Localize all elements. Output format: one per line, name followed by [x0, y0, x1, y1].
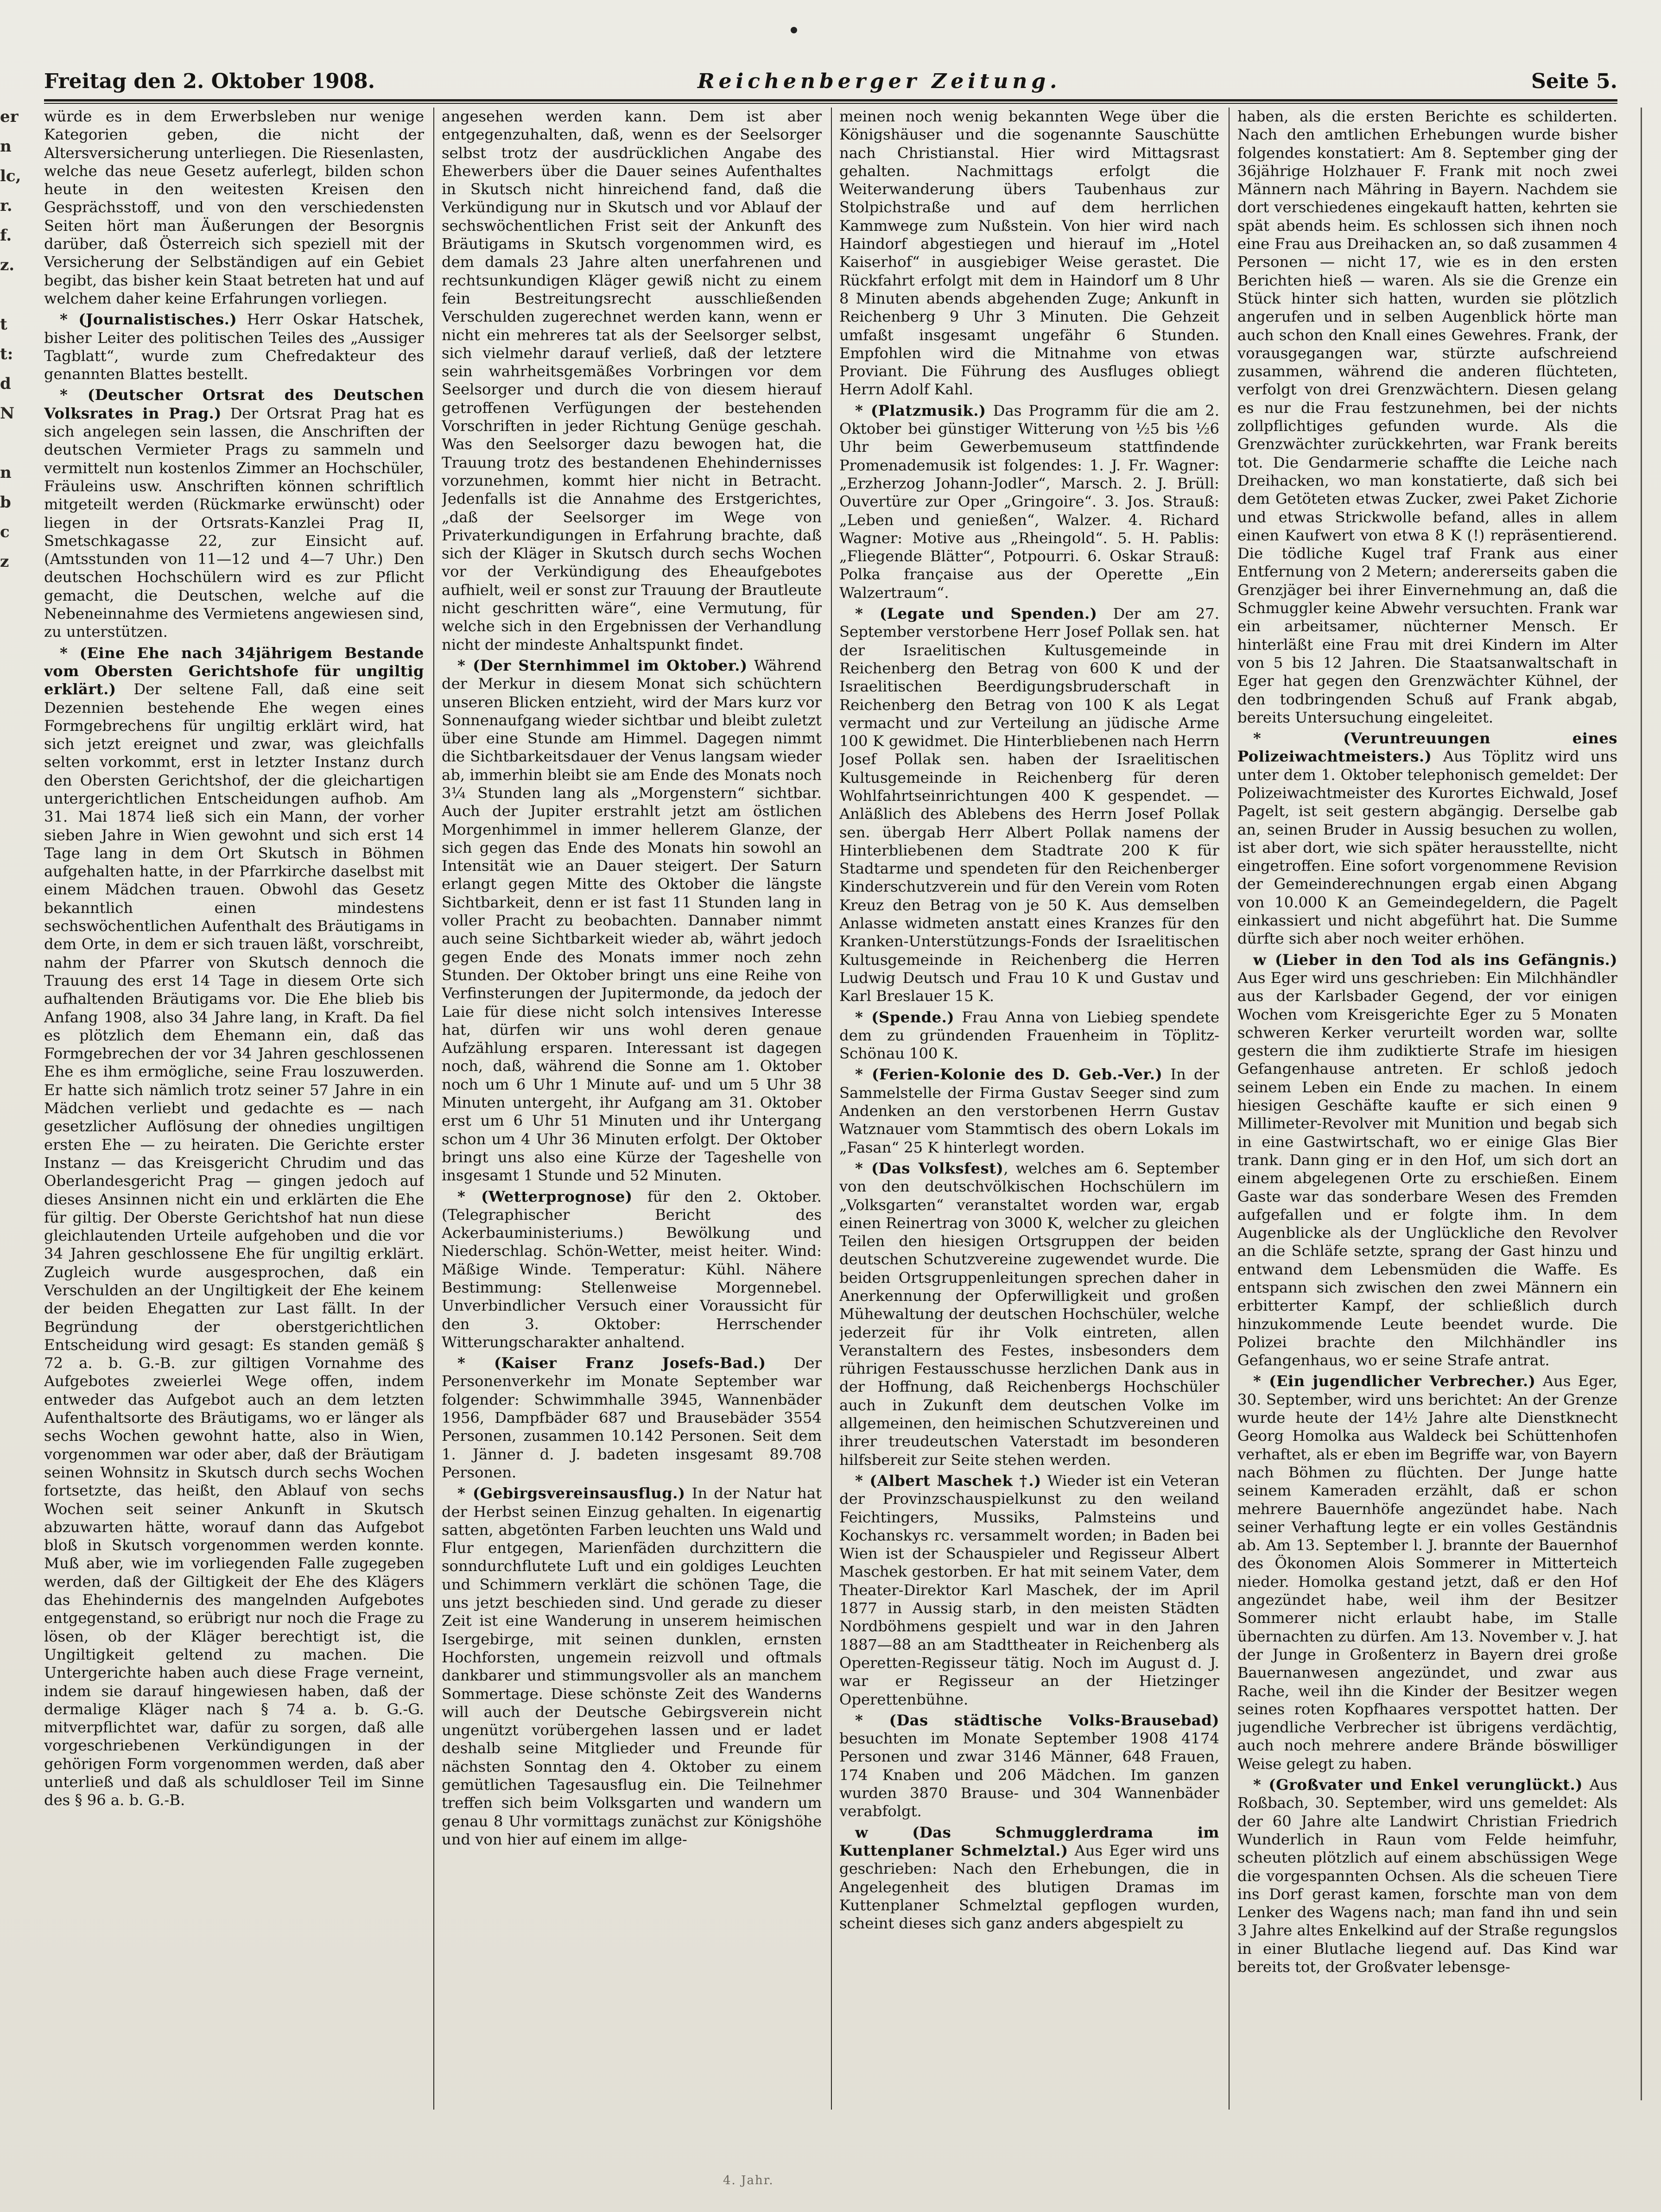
- article-paragraph: * (Journalistisches.) Herr Oskar Hatschek, bisher Leiter des politischen Teiles des „Aussiger Tagblatt“, wurde zum Chefredakteur des genannten Blattes bestellt.: [44, 311, 424, 383]
- newspaper-title: Reichenberger Zeitung.: [697, 70, 1061, 93]
- article-heading: * (Albert Maschek †.): [855, 1471, 1041, 1489]
- page-edge: [1641, 108, 1642, 2100]
- column-1: [44, 108, 424, 2114]
- article-heading: * (Das Volksfest): [855, 1159, 1004, 1177]
- article-paragraph: * (Ein jugendlicher Verbrecher.) Aus Eger, 30. September, wird uns berichtet: An der Grenze wurde heute der 14½ Jahre alte Dienstknecht Georg Homolka aus Waldeck bei Schüttenhofen verhaftet, als er eben im Begriffe war, von Bayern nach Böhmen zu flüchten. Der Junge hatte seinem Kameraden erzählt, daß er schon mehrere Bauernhöfe angezündet habe. Nach seiner Verhaftung legte er ein volles Geständnis ab. Am 13. September l. J. brannte der Bauernhof des Ökonomen Alois Sommerer in Mitterteich nieder. Homolka gestand jetzt, daß er den Hof angezündet habe, weil ihm der Besitzer Sommerer nicht erlaubt habe, im Stalle übernachten zu dürfen. Am 13. November v. J. hat der Junge in Großenterz in Bayern drei große Bauernanwesen angezündet, und zwar aus Rache, weil ihn die Kinder der Besitzer wegen seines roten Kopfhaares verspottet hatten. Der jugendliche Verbrecher ist übrigens verdächtig, auch noch mehrere andere Brände böswilliger Weise gelegt zu haben.: [1237, 1372, 1617, 1773]
- article-heading: * (Deutscher Ortsrat des Deutschen Volksrates in Prag.): [44, 386, 424, 422]
- article-heading: w (Das Schmugglerdrama im Kuttenplaner Schmelztal.): [839, 1823, 1219, 1859]
- article-paragraph: * (Das städtische Volks-Brausebad) besuchten im Monate September 1908 4174 Personen und zwar 3146 Männer, 648 Frauen, 174 Knaben und 206 Mädchen. Im ganzen wurden 3870 Brause- und 304 Wannenbäder verabfolgt.: [839, 1711, 1219, 1820]
- article-paragraph: * (Ferien-Kolonie des D. Geb.-Ver.) In der Sammelstelle der Firma Gustav Seeger sind zum Andenken an den verstorbenen Herrn Gustav Watznauer vom Stammtisch des obern Lokals im „Fasan“ 25 K hinterlegt worden.: [839, 1065, 1219, 1156]
- header-date: Freitag den 2. Oktober 1908.: [44, 70, 375, 93]
- article-heading: * (Veruntreuungen eines Polizeiwachtmeisters.): [1237, 729, 1617, 766]
- article-heading: * (Gebirgsvereinsausflug.): [457, 1484, 685, 1502]
- article-heading: * (Das städtische Volks-Brausebad): [855, 1711, 1219, 1729]
- article-heading: * (Großvater und Enkel verunglückt.): [1253, 1776, 1583, 1794]
- article-heading: * (Ein jugendlicher Verbrecher.): [1253, 1372, 1536, 1390]
- article-heading: * (Ferien-Kolonie des D. Geb.-Ver.): [855, 1065, 1163, 1084]
- page-header: [44, 70, 1617, 98]
- print-mark: [791, 27, 797, 33]
- article-paragraph: * (Eine Ehe nach 34jährigem Bestande vom Obersten Gerichtshofe für ungiltig erklärt.) Der seltene Fall, daß eine seit Dezennien bestehende Ehe wegen eines Formgebrechens für ungiltig erklärt wird, hat sich jetzt ereignet und zwar, was gleichfalls selten vorkommt, erst in letzter Instanz durch den Obersten Gerichtshof, der die gleichartigen untergerichtlichen Entscheidungen aufhob. Am 31. Mai 1874 ließ sich ein Mann, der vorher sieben Jahre in Wien gewohnt und sich erst 14 Tage lang in dem Ort Skutsch in Böhmen aufgehalten hatte, in der Pfarrkirche daselbst mit einem Mädchen trauen. Obwohl das Gesetz bekanntlich einen mindestens sechswöchentlichen Aufenthalt des Bräutigams in dem Orte, in dem er sich trauen läßt, vorschreibt, nahm der Pfarrer von Skutsch dennoch die Trauung des erst 14 Tage in diesem Orte sich aufhaltenden Bräutigams vor. Die Ehe blieb bis Anfang 1908, also 34 Jahre lang, in Kraft. Da fiel es plötzlich dem Ehemann ein, daß das Formgebrechen der vor 34 Jahren geschlossenen Ehe es ihm ermögliche, seine Frau loszuwerden. Er hatte sich nämlich trotz seiner 57 Jahre in ein Mädchen verliebt und gedachte es — nach gesetzlicher Auflösung der ohnedies ungiltigen ersten Ehe — zu heiraten. Die Gerichte erster Instanz — das Kreisgericht Chrudim und das Oberlandesgericht Prag — gingen jedoch auf dieses Ansinnen nicht ein und erklärten die Ehe für giltig. Der Oberste Gerichtshof hat nun diese gleichlautenden Urteile aufgehoben und die vor 34 Jahren geschlossene Ehe für ungiltig erklärt. Zugleich wurde ausgesprochen, daß ein Verschulden an der Ungiltigkeit der Ehe keinem der beiden Ehegatten zur Last fällt. In der Begründung der oberstgerichtlichen Entscheidung wird gesagt: Es standen gemäß § 72 a. b. G.-B. zur giltigen Vornahme des Aufgebotes zweierlei Wege offen, indem entweder das Aufgebot auch an dem letzten Aufenthaltsorte des Bräutigams, wo er länger als sechs Wochen gewohnt hatte, also in Wien, vorgenommen war oder aber, daß der Bräutigam seinen Wohnsitz in Skutsch durch sechs Wochen fortsetzte, das heißt, den Ablauf von sechs Wochen seit seiner Ankunft in Skutsch abzuwarten hätte, worauf dann das Aufgebot bloß in Skutsch vorgenommen werden konnte. Muß aber, wie im vorliegenden Falle zugegeben werden, daß der Giltigkeit der Ehe des Klägers das Ehehindernis des mangelnden Aufgebotes entgegenstand, so erübrigt nur noch die Frage zu lösen, ob der Kläger berechtigt ist, die Ungiltigkeit geltend zu machen. Die Untergerichte haben auch diese Frage verneint, indem sie darauf hingewiesen haben, daß der dermalige Kläger nach § 74 a. b. G.-G. mitverpflichtet war, dafür zu sorgen, daß alle vorgeschriebenen Verkündigungen in der gehörigen Form vorgenommen werden, daß aber unterließ und daß als schuldloser Teil im Sinne des § 96 a. b. G.-B.: [44, 644, 424, 1809]
- article-heading: * (Legate und Spenden.): [855, 605, 1097, 623]
- column-2: [442, 108, 822, 2114]
- column-3: [839, 108, 1219, 2114]
- article-paragraph: * (Veruntreuungen eines Polizeiwachtmeisters.) Aus Töplitz wird uns unter dem 1. Oktober telephonisch gemeldet: Der Polizeiwachtmeister des Kurortes Eichwald, Josef Pagelt, ist seit gestern abgängig. Derselbe gab an, seinen Bruder in Aussig besuchen zu wollen, ist aber dort, wie sich später herausstellte, nicht eingetroffen. Eine sofort vorgenommene Revision der Gemeinderechnungen ergab einen Abgang von 10.000 K an Gemeindegeldern, die Pagelt einkassiert und nicht abgeführt hat. Die Summe dürfte sich aber noch weiter erhöhen.: [1237, 729, 1617, 948]
- page-number: Seite 5.: [1531, 70, 1617, 93]
- column-4: [1237, 108, 1617, 2114]
- article-paragraph: * (Das Volksfest), welches am 6. September von den deutschvölkischen Hochschülern im „Volksgarten“ veranstaltet worden war, ergab einen Reinertrag von 3000 K, welcher zu gleichen Teilen den hiesigen Ortsgruppen der beiden deutschen Schutzvereine zugewendet wurde. Die beiden Ortsgruppenleitungen sprechen daher in Anerkennung der Opferwilligkeit und großen Mühewaltung der deutschen Hochschüler, welche jederzeit für ihr Volk eintreten, allen Veranstaltern des Festes, insbesonders dem rührigen Festausschusse herzlichen Dank aus in der Hoffnung, daß Reichenbergs Hochschüler auch in Zukunft dem deutschen Volke im allgemeinen, den heimischen Schutzvereinen und ihrer treudeutschen Vaterstadt im besonderen hilfsbereit zur Seite stehen werden.: [839, 1159, 1219, 1469]
- article-heading: * (Kaiser Franz Josefs-Bad.): [457, 1354, 766, 1372]
- column-divider: [433, 108, 434, 2110]
- article-paragraph: * (Albert Maschek †.) Wieder ist ein Veteran der Provinzschauspielkunst zu den weiland Feichtingers, Mussiks, Palmsteins und Kochanskys rc. versammelt worden; in Baden bei Wien ist der Schauspieler und Regisseur Albert Maschek gestorben. Er hat mit seinem Vater, dem Theater-Direktor Karl Maschek, der im April 1877 in Aussig starb, in den meisten Städten Nordböhmens gespielt und war in den Jahren 1887—88 an am Stadttheater in Reichenberg als Operetten-Regisseur tätig. Noch im August d. J. war er Regisseur an der Hietzinger Operettenbühne.: [839, 1471, 1219, 1708]
- article-heading: * (Spende.): [855, 1008, 955, 1026]
- article-paragraph: * (Spende.) Frau Anna von Liebieg spendete dem zu gründenden Frauenheim in Töplitz-Schönau 100 K.: [839, 1008, 1219, 1063]
- left-margin-fragments: er n lc, r. f. z. t t: d N n b c z: [0, 108, 21, 571]
- article-paragraph: * (Platzmusik.) Das Programm für die am 2. Oktober bei günstiger Witterung von ½5 bis ½6 Uhr beim Gewerbemuseum stattfindende Promenademusik ist folgendes: 1. J. Fr. Wagner: „Erzherzog Johann-Jodler“, Marsch. 2. J. Brüll: Ouvertüre zur Oper „Gringoire“. 3. Jos. Strauß: „Leben und genießen“, Walzer. 4. Richard Wagner: Motive aus „Rheingold“. 5. H. Pablis: „Fliegende Blätter“, Potpourri. 6. Oskar Strauß: Polka française aus der Operette „Ein Walzertraum“.: [839, 401, 1219, 602]
- article-heading: * (Journalistisches.): [60, 311, 237, 329]
- article-paragraph: * (Der Sternhimmel im Oktober.) Während der Merkur in diesem Monat sich schüchtern unseren Blicken entzieht, wird der Mars kurz vor Sonnenaufgang wieder sichtbar und bleibt zuletzt über eine Stunde am Himmel. Dagegen nimmt die Sichtbarkeitsdauer der Venus langsam wieder ab, immerhin bleibt sie am Ende des Monats noch 3¼ Stunden lang als „Morgenstern“ sichtbar. Auch der Jupiter erstrahlt jetzt am östlichen Morgenhimmel in immer hellerem Glanze, der sich gegen das Ende des Monats hin sowohl an Intensität wie an Dauer steigert. Der Saturn erlangt gegen Mitte des Oktober die längste Sichtbarkeit, denn er ist fast 11 Stunden lang in voller Pracht zu beobachten. Dannaber nimmt auch seine Sichtbarkeit wieder ab, währt jedoch gegen Ende des Monats immer noch zehn Stunden. Der Oktober bringt uns eine Reihe von Verfinsterungen der Jupitermonde, da jedoch der Laie für diese nicht solch intensives Interesse hat, dürfen wir uns wohl deren genaue Aufzählung ersparen. Interessant ist dagegen noch, daß, während die Sonne am 1. Oktober noch um 6 Uhr 1 Minute auf- und um 5 Uhr 38 Minuten untergeht, ihr Aufgang am 31. Oktober erst um 6 Uhr 51 Minuten und ihr Untergang schon um 4 Uhr 36 Minuten erfolgt. Der Oktober bringt uns also eine Kürze der Tageshelle von insgesamt 1 Stunde und 52 Minuten.: [442, 656, 822, 1185]
- article-paragraph: * (Legate und Spenden.) Der am 27. September verstorbene Herr Josef Pollak sen. hat der Israelitischen Kultusgemeinde in Reichenberg den Betrag von 600 K und der Israelitischen Beerdigungsbruderschaft in Reichenberg den Betrag von 100 K als Legat vermacht und zur Verteilung an jüdische Arme 100 K gewidmet. Die Hinterbliebenen nach Herrn Josef Pollak sen. haben der Israelitischen Kultusgemeinde in Reichenberg für deren Wohlfahrtseinrichtungen 400 K gespendet. — Anläßlich des Ablebens des Herrn Josef Pollak sen. übergab Herr Albert Pollak namens der Hinterbliebenen dem Stadtrate 200 K für Stadtarme und spendeten für den Reichenberger Kinderschutzverein und für den Verein vom Roten Kreuz den Betrag von je 50 K. Aus demselben Anlasse widmeten anstatt eines Kranzes für den Kranken-Unterstützungs-Fonds der Israelitischen Kultusgemeinde in Reichenberg die Herren Ludwig Deutsch und Frau 10 K und Gustav und Karl Breslauer 15 K.: [839, 605, 1219, 1005]
- article-paragraph: meinen noch wenig bekannten Wege über die Königshäuser und die sogenannte Sauschütte nach Christianstal. Hier wird Mittagsrast gehalten. Nachmittags erfolgt die Weiterwanderung übers Taubenhaus zur Stolpichstraße und auf dem herrlichen Kammwege zum Nußstein. Von hier wird nach Haindorf abgestiegen und hierauf im „Hotel Kaiserhof“ in ausgiebiger Weise gerastet. Die Rückfahrt erfolgt mit dem in Haindorf um 8 Uhr 8 Minuten abends abgehenden Zuge; Ankunft in Reichenberg 9 Uhr 3 Minuten. Die Gehzeit umfaßt insgesamt ungefähr 6 Stunden. Empfohlen wird die Mitnahme von etwas Proviant. Die Führung des Ausfluges obliegt Herrn Adolf Kahl.: [839, 108, 1219, 399]
- article-paragraph: * (Kaiser Franz Josefs-Bad.) Der Personenverkehr im Monate September war folgender: Schwimmhalle 3945, Wannenbäder 1956, Dampfbäder 687 und Brausebäder 3554 Personen, zusammen 10.142 Personen. Seit dem 1. Jänner d. J. badeten insgesamt 89.708 Personen.: [442, 1354, 822, 1481]
- article-paragraph: w (Das Schmugglerdrama im Kuttenplaner Schmelztal.) Aus Eger wird uns geschrieben: Nach den Erhebungen, die in Angelegenheit des blutigen Dramas im Kuttenplaner Schmelztal gepflogen wurden, scheint dieses sich ganz anders abgespielt zu: [839, 1823, 1219, 1933]
- header-rule: [44, 99, 1617, 104]
- article-paragraph: * (Großvater und Enkel verunglückt.) Aus Roßbach, 30. September, wird uns gemeldet: Als der 60 Jahre alte Landwirt Christian Friedrich Wunderlich in Raun vom Felde heimfuhr, scheuten plötzlich auf einem abschüssigen Wege die vorgespannten Ochsen. Als die scheuen Tiere ins Dorf gerast kamen, forschte man von dem Lenker des Wagens nach; man fand ihn und sein 3 Jahre altes Enkelkind auf der Straße regungslos in einer Blutlache liegend auf. Das Kind war bereits tot, der Großvater lebensge-: [1237, 1776, 1617, 1976]
- article-heading: * (Eine Ehe nach 34jährigem Bestande vom Obersten Gerichtshofe für ungiltig erklärt.): [44, 644, 424, 698]
- article-heading: w (Lieber in den Tod als ins Gefängnis.): [1253, 951, 1617, 969]
- article-paragraph: angesehen werden kann. Dem ist aber entgegenzuhalten, daß, wenn es der Seelsorger selbst trotz der ausdrücklichen Angabe des Ehewerbers über die Dauer seines Aufenthaltes in Skutsch nicht hinreichend fand, daß die Verkündigung nur in Skutsch und vor Ablauf der sechswöchentlichen Frist seit der Ankunft des Bräutigams in Skutsch vorgenommen wird, es dem damals 23 Jahre alten unerfahrenen und rechtsunkundigen Kläger gewiß nicht zu einem fein Bestreitungsrecht ausschließenden Verschulden zugerechnet werden kann, wenn er nicht ein mehreres tat als der Seelsorger selbst, sich vielmehr darauf verließ, daß der letztere sein wahrheitsgemäßes Vorbringen vor dem Seelsorger und durch die von diesem hierauf getroffenen Verfügungen der bestehenden Vorschriften in jeder Richtung Genüge geschah. Was den Seelsorger dazu bewogen hat, die Trauung trotz des bestandenen Ehehindernisses vorzunehmen, kommt hier nicht in Betracht. Jedenfalls ist die Annahme des Erstgerichtes, „daß der Seelsorger im Wege von Privaterkundigungen in Erfahrung brachte, daß sich der Kläger in Skutsch durch sechs Wochen vor der Verkündigung des Eheaufgebotes aufhielt, weil er sonst zur Trauung der Brautleute nicht geschritten wäre“, eine Vermutung, für welche sich in den Ergebnissen der Verhandlung nicht der mindeste Anhaltspunkt findet.: [442, 108, 822, 653]
- article-heading: * (Wetterprognose): [457, 1187, 633, 1205]
- article-heading: * (Platzmusik.): [855, 401, 986, 419]
- article-paragraph: * (Gebirgsvereinsausflug.) In der Natur hat der Herbst seinen Einzug gehalten. In eigenartig satten, abgetönten Farben leuchten uns Wald und Flur entgegen, Marienfäden durchzittern die sonndurchflutete Luft und ein goldiges Leuchten und Schimmern verklärt die schönen Tage, die uns jetzt beschieden sind. Und gerade zu dieser Zeit ist eine Wanderung in unserem heimischen Isergebirge, mit seinen dunklen, ernsten Hochforsten, ungemein reizvoll und oftmals dankbarer und stimmungsvoller als an manchem Sommertage. Diese schönste Zeit des Wanderns will auch der Deutsche Gebirgsverein nicht ungenützt vorübergehen lassen und er ladet deshalb seine Mitglieder und Freunde für nächsten Sonntag den 4. Oktober zu einem gemütlichen Tagesausflug ein. Die Teilnehmer treffen sich beim Volksgarten und wandern um genau 8 Uhr vormittags zunächst zur Königshöhe und von hier auf einem im allge-: [442, 1484, 822, 1848]
- column-divider: [1229, 108, 1230, 2110]
- article-paragraph: würde es in dem Erwerbsleben nur wenige Kategorien geben, die nicht der Altersversicherung unterliegen. Die Riesenlasten, welche das neue Gesetz auferlegt, bilden schon heute in den weitesten Kreisen den Gesprächsstoff, und von den verschiedensten Seiten hört man Äußerungen der Besorgnis darüber, daß Österreich sich speziell mit der Versicherung der Selbständigen auf ein Gebiet begibt, das bisher kein Staat betreten hat und auf welchem daher keine Erfahrungen vorliegen.: [44, 108, 424, 307]
- article-paragraph: haben, als die ersten Berichte es schilderten. Nach den amtlichen Erhebungen wurde bisher folgendes konstatiert: Am 8. September ging der 36jährige Holzhauer F. Frank mit noch zwei Männern nach Mähring in Bayern. Nachdem sie dort verschiedenes eingekauft hatten, kehrten sie spät abends heim. Es schlossen sich ihnen noch eine Frau aus Dreihacken an, so daß zusammen 4 Personen — nicht 17, wie es in den ersten Berichten hieß — waren. Als sie die Grenze ein Stück hinter sich hatten, wurden sie plötzlich angerufen und in selben Augenblick hörte man auch schon den Knall eines Gewehres. Frank, der vorausgegangen war, stürzte aufschreiend zusammen, während die anderen flüchteten, verfolgt von drei Grenzwächtern. Diesen gelang es nur die Frau festzunehmen, bei der nichts zollpflichtiges gefunden wurde. Als die Grenzwächter zurückkehrten, war Frank bereits tot. Die Gendarmerie schaffte die Leiche nach Dreihacken, wo man konstatierte, daß sich bei dem Getöteten etwas Zucker, zwei Paket Zichorie und etwas Strickwolle befand, alles in allem einen Kaufwert von etwa 8 K (!) repräsentierend. Die tödliche Kugel traf Frank aus einer Entfernung von 2 Metern; andererseits gaben die Grenzjäger bei ihrer Einvernehmung an, daß die Schmuggler keine Abwehr versuchten. Frank war ein arbeitsamer, nüchterner Mensch. Er hinterläßt eine Frau mit drei Kindern im Alter von 5 bis 12 Jahren. Die Staatsanwaltschaft in Eger hat gegen den Grenzwächter Kühnel, der den todbringenden Schuß auf Frank abgab, bereits Untersuchung eingeleitet.: [1237, 108, 1617, 726]
- column-divider: [831, 108, 832, 2110]
- footer-mark: 4. Jahr.: [723, 2174, 774, 2187]
- article-paragraph: * (Wetterprognose) für den 2. Oktober. (Telegraphischer Bericht des Ackerbauministeriums.) Bewölkung und Niederschlag. Schön-Wetter, meist heiter. Wind: Mäßige Winde. Temperatur: Kühl. Nähere Bestimmung: Stellenweise Morgennebel. Unverbindlicher Versuch einer Voraussicht für den 3. Oktober: Herrschender Witterungscharakter anhaltend.: [442, 1187, 822, 1351]
- article-heading: * (Der Sternhimmel im Oktober.): [457, 656, 748, 674]
- article-paragraph: w (Lieber in den Tod als ins Gefängnis.) Aus Eger wird uns geschrieben: Ein Milchhändler aus der Karlsbader Gegend, der vor einigen Wochen vom Kreisgerichte Eger zu 5 Monaten schweren Kerker verurteilt worden war, sollte gestern die ihm zudiktierte Strafe im hiesigen Gefangenhause antreten. Er schloß jedoch seinem Leben ein Ende zu machen. In einem hiesigen Geschäfte kaufte er sich einen 9 Millimeter-Revolver mit Munition und begab sich in eine Gastwirtschaft, wo er einige Glas Bier trank. Dann ging er in den Hof, um sich dort an einem abgelegenen Orte zu erschießen. Einem Gaste war das sonderbare Wesen des Fremden aufgefallen und er folgte ihm. In dem Augenblicke als der Unglückliche den Revolver an die Schläfe setzte, sprang der Gast hinzu und entwand dem Lebensmüden die Waffe. Es entspann sich zwischen den zwei Männern ein erbitterter Kampf, der schließlich durch hinzukommende Leute beendet wurde. Die Polizei brachte den Milchhändler ins Gefangenhaus, wo er seine Strafe antrat.: [1237, 951, 1617, 1369]
- article-paragraph: * (Deutscher Ortsrat des Deutschen Volksrates in Prag.) Der Ortsrat Prag hat es sich angelegen sein lassen, die Anschriften der deutschen Vermieter Prags zu sammeln und vermittelt nun kostenlos Zimmer an Hochschüler, Fräuleins usw. Anschriften können schriftlich mitgeteilt werden (Rückmarke erwünscht) oder liegen in der Ortsrats-Kanzlei Prag II, Smetschkagasse 22, zur Einsicht auf. (Amtsstunden von 11—12 und 4—7 Uhr.) Den deutschen Hochschülern wird es zur Pflicht gemacht, die Deutschen, welche auf die Nebeneinnahme des Vermietens angewiesen sind, zu unterstützen.: [44, 386, 424, 641]
